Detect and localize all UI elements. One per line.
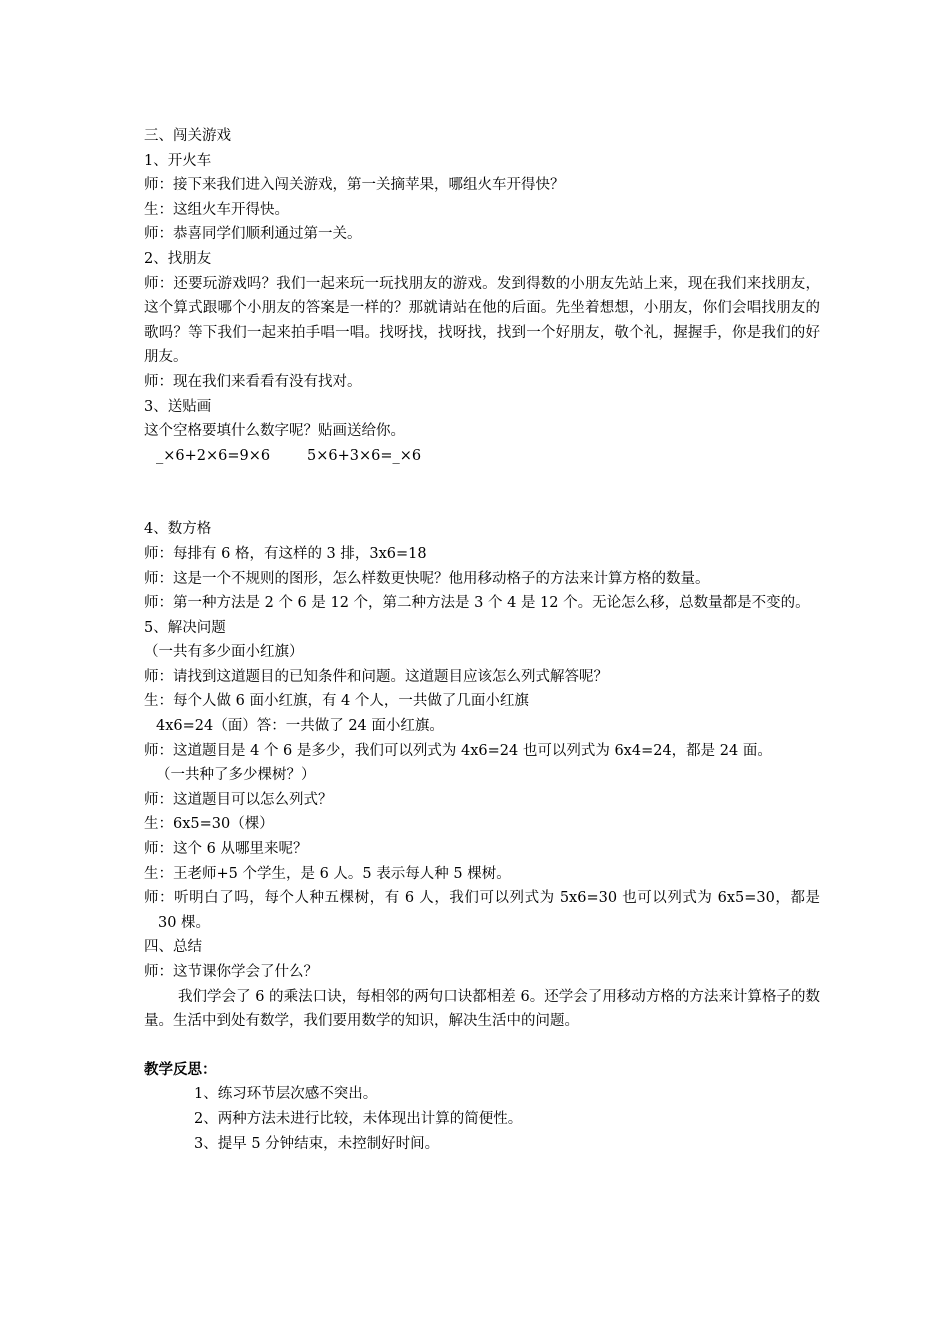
dialogue-line: 师：这道题目可以怎么列式？ <box>144 791 333 808</box>
subsection-heading: 2、找朋友 <box>144 250 212 267</box>
blank-space <box>144 468 820 517</box>
blank-space <box>144 1034 820 1058</box>
subsection-heading: 1、开火车 <box>144 152 212 169</box>
question-line: （一共有多少面小红旗） <box>144 644 304 661</box>
dialogue-line: 师：请找到这道题目的已知条件和问题。这道题目应该怎么列式解答呢？ <box>144 668 608 685</box>
section-heading: 四、总结 <box>144 939 202 956</box>
dialogue-line: 生：王老师+5 个学生，是 6 人。5 表示每人种 5 棵树。 <box>144 865 511 882</box>
equation-line: _×6+2×6=9×6 5×6+3×6=_×6 <box>156 447 422 464</box>
dialogue-line: 生：这组火车开得快。 <box>144 201 289 218</box>
instruction-line: 这个空格要填什么数字呢？贴画送给你。 <box>144 423 405 440</box>
reflection-item: 1、练习环节层次感不突出。 <box>194 1086 378 1103</box>
dialogue-paragraph: 师：还要玩游戏吗？我们一起来玩一玩找朋友的游戏。发到得数的小朋友先站上来，现在我们来找朋友，这个算式跟哪个小朋友的答案是一样的？那就请站在他的后面。先坐着想想，小朋友，你们会唱找朋友的歌吗？等下我们一起来拍手唱一唱。找呀找，找呀找，找到一个好朋友，敬个礼，握握手，你是我们的好朋友。 <box>144 275 820 366</box>
question-line: （一共种了多少棵树？） <box>156 767 316 784</box>
subsection-heading: 5、解决问题 <box>144 619 226 636</box>
dialogue-line: 师：这节课你学会了什么？ <box>144 964 318 980</box>
dialogue-paragraph: 师：听明白了吗，每个人种五棵树，有 6 人，我们可以列式为 5x6=30 也可以列式为 6x5=30，都是 30 棵。 <box>144 890 820 931</box>
dialogue-line: 师：每排有 6 格，有这样的 3 排，3x6=18 <box>144 545 427 562</box>
document-page <box>144 124 820 1156</box>
reflection-item: 2、两种方法未进行比较，未体现出计算的简便性。 <box>194 1110 523 1127</box>
dialogue-line: 师：这道题目是 4 个 6 是多少，我们可以列式为 4x6=24 也可以列式为 6x4=24，都是 24 面。 <box>144 742 772 759</box>
dialogue-line: 师：现在我们来看看有没有找对。 <box>144 373 362 390</box>
subsection-heading: 4、数方格 <box>144 521 212 538</box>
dialogue-line: 师：这是一个不规则的图形，怎么样数更快呢？他用移动格子的方法来计算方格的数量。 <box>144 570 710 587</box>
dialogue-line: 师：这个 6 从哪里来呢？ <box>144 841 308 858</box>
reflection-heading: 教学反思： <box>144 1060 217 1078</box>
dialogue-line: 师：恭喜同学们顺利通过第一关。 <box>144 226 362 243</box>
dialogue-paragraph: 师：第一种方法是 2 个 6 是 12 个，第二种方法是 3 个 4 是 12 个。无论怎么移，总数量都是不变的。 <box>144 595 810 612</box>
section-heading: 三、闯关游戏 <box>144 128 231 144</box>
dialogue-line: 师：接下来我们进入闯关游戏，第一关摘苹果，哪组火车开得快？ <box>144 177 565 194</box>
summary-paragraph: 我们学会了 6 的乘法口诀，每相邻的两句口诀都相差 6。还学会了用移动方格的方法来计算格子的数量。生活中到处有数学，我们要用数学的知识，解决生活中的问题。 <box>144 988 820 1030</box>
reflection-item: 3、提早 5 分钟结束，未控制好时间。 <box>194 1135 440 1152</box>
dialogue-line: 生：6x5=30（棵） <box>144 816 274 833</box>
dialogue-line: 生：每个人做 6 面小红旗，有 4 个人，一共做了几面小红旗 <box>144 693 529 710</box>
subsection-heading: 3、送贴画 <box>144 398 212 415</box>
equation-line: 4x6=24（面）答：一共做了 24 面小红旗。 <box>156 718 444 735</box>
